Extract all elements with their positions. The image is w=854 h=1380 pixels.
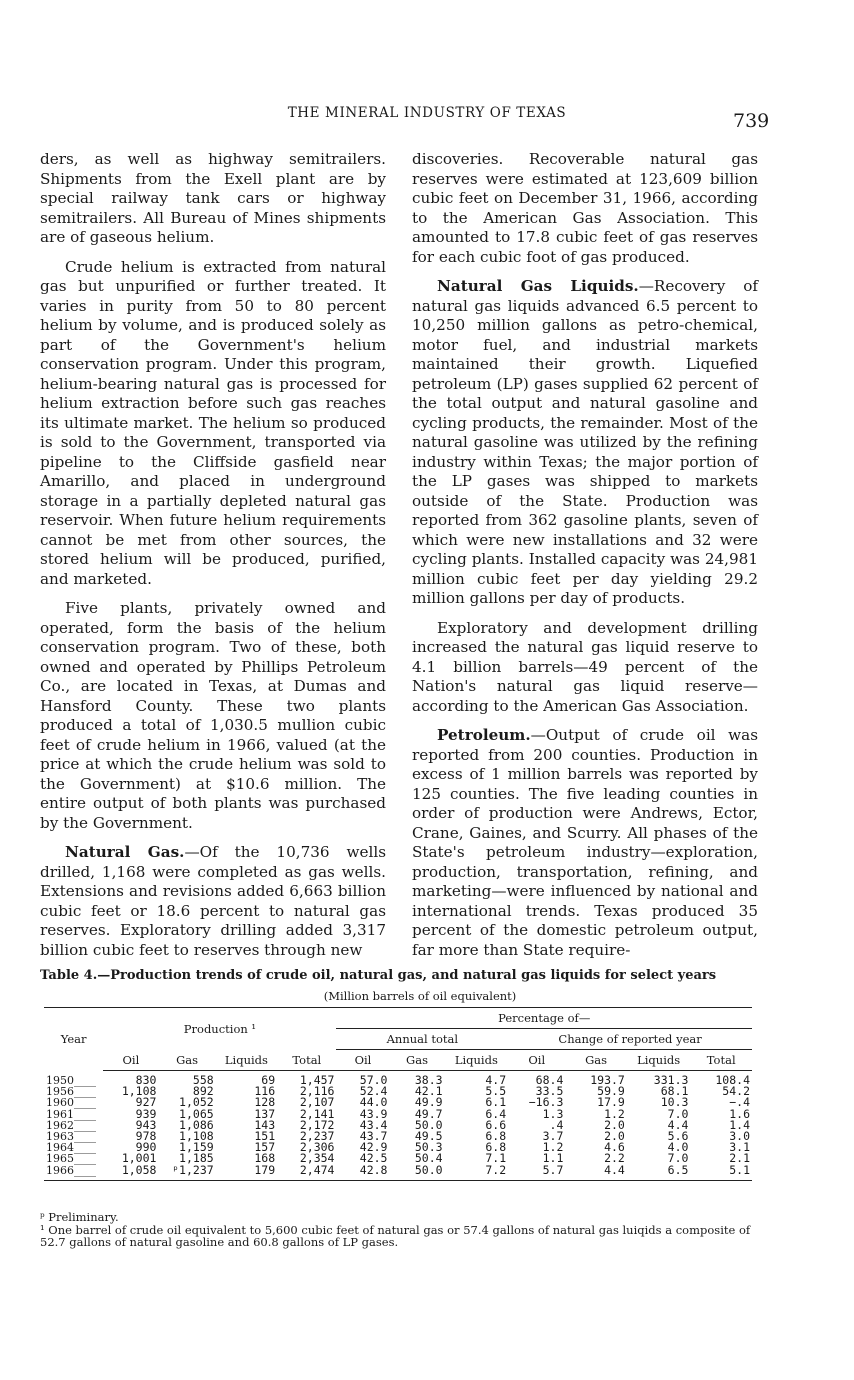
- table-cell: 108.4: [715, 1073, 750, 1087]
- table-cell: 2.0: [604, 1117, 625, 1132]
- table-cell: 6.8: [485, 1140, 507, 1155]
- table-cell: 5.6: [667, 1129, 689, 1144]
- table-cell: 892: [192, 1084, 214, 1099]
- paragraph: Crude helium is extracted from natural gas but unpurified or further treated. It varies in purity from 50 to 80 percent helium by volume, and is produced solely as part of the Government's helium conservation program. Under this program, helium-bearing natural gas is processed for helium extraction before such gas reaches its ultimate market. The helium so produced is sold to the Government, transported via pipeline to the Cliffside gasfield near Amarillo, and placed in underground storage in a partially depleted natural gas reservoir. When future helium requirements cannot be met from other sources, the stored helium will be produced, purified, and marketed.: [40, 257, 386, 588]
- table-cell: 5.5: [485, 1084, 507, 1099]
- running-title: THE MINERAL INDUSTRY OF TEXAS: [287, 105, 567, 121]
- table-cell: 49.7: [414, 1106, 443, 1121]
- table-cell: ᵖ1,237: [158, 1165, 215, 1181]
- paragraph: [412, 277, 758, 609]
- table-cell: 42.1: [414, 1084, 443, 1099]
- table-cell: 68.1: [660, 1084, 689, 1099]
- footnote-1: ¹ One barrel of crude oil equivalent to 5,600 cubic feet of natural gas or 57.4 gallons of natural gas luiqids a composite of 52.7 gallons of natural gasoline and 60.8 gallons of LP gases.: [40, 1222, 751, 1249]
- table-cell: 116: [254, 1084, 276, 1099]
- table-cell: 4.0: [667, 1140, 689, 1155]
- column-header: Gas: [565, 1050, 626, 1071]
- row-year: 1966____: [44, 1165, 103, 1181]
- table-cell: 1,457: [299, 1073, 335, 1087]
- table-cell: 1.4: [729, 1117, 750, 1132]
- table-cell: 57.0: [359, 1073, 388, 1087]
- table-cell: 1,052: [179, 1095, 214, 1110]
- table-cell: 43.4: [359, 1117, 388, 1132]
- right-column: [412, 150, 758, 960]
- table-cell: 2,237: [299, 1129, 335, 1144]
- table-cell: 128: [254, 1095, 276, 1110]
- table-cell: 2.1: [729, 1151, 750, 1166]
- paragraph-text: —Output of crude oil was reported from 200 counties. Production in excess of 1 million barrels was reported by 125 counties. The five leading counties in order of production were Andrews, Ector, Crane, Gaines, and Scurry. All phases of the State's petroleum industry—exploration, production, transportation, refining, and marketing—were influenced by national and international trends. Texas produced 35 percent of the domestic petroleum output, far more than State require-: [412, 726, 758, 959]
- table-cell: 50.3: [414, 1140, 443, 1155]
- table-row: [44, 1165, 752, 1181]
- table-subtitle: (Million barrels of oil equivalent): [323, 989, 517, 1003]
- table-cell: 43.9: [359, 1106, 388, 1121]
- paragraph: discoveries. Recoverable natural gas reserves were estimated at 123,609 billion cubic feet on December 31, 1966, according to the American Gas Association. This amounted to 17.8 cubic feet of gas reserves for each cubic foot of gas produced.: [412, 150, 758, 266]
- table-cell: 157: [254, 1140, 276, 1155]
- paragraph: Five plants, privately owned and operated, form the basis of the helium conservation program. Two of these, both owned and operated by Phillips Petroleum Co., are located in Texas, at Dumas and Hansford County. These two plants produced a total of 1,030.5 mullion cubic feet of crude helium in 1966, valued (at the price at which the crude helium was sold to the Government) at $10.6 million. The entire output of both plants was purchased by the Government.: [40, 599, 386, 832]
- table-cell: 2,306: [299, 1140, 335, 1155]
- table-cell: 1.6: [729, 1106, 750, 1121]
- table-cell: 3.1: [729, 1140, 750, 1155]
- table-cell: 2.2: [604, 1151, 625, 1166]
- table-cell: 943: [135, 1117, 157, 1132]
- table-cell: 7.0: [667, 1151, 689, 1166]
- row-year: 1961____: [46, 1107, 96, 1121]
- table-cell: 3.0: [729, 1129, 750, 1144]
- table-cell: 33.5: [535, 1084, 564, 1099]
- table-cell: 1,001: [121, 1151, 157, 1166]
- table-cell: 927: [135, 1095, 157, 1110]
- table-cell: 830: [135, 1073, 157, 1087]
- column-header: Liquids: [627, 1050, 691, 1071]
- column-header: Liquids: [445, 1050, 509, 1071]
- row-year: 1964____: [46, 1141, 96, 1155]
- table-cell: 10.3: [660, 1095, 689, 1110]
- left-column: [40, 150, 386, 960]
- table-cell: 1.3: [542, 1106, 564, 1121]
- table-cell: 2,116: [299, 1084, 335, 1099]
- paragraph: ders, as well as highway semitrailers. Shipments from the Exell plant are by special railway tank cars or highway semitrailers. All Bureau of Mines shipments are of gaseous helium.: [40, 150, 386, 246]
- row-year: 1960____: [46, 1096, 96, 1110]
- table-cell: 193.7: [590, 1073, 625, 1087]
- table-cell: −16.3: [528, 1095, 564, 1110]
- table-cell: 1,108: [121, 1084, 157, 1099]
- table-cell: 1,185: [179, 1151, 214, 1166]
- table-cell: −.4: [729, 1095, 750, 1110]
- table-cell: 6.8: [485, 1129, 507, 1144]
- table-cell: 990: [135, 1140, 157, 1155]
- column-header: Oil: [336, 1050, 389, 1071]
- table-cell: 2,474: [277, 1165, 336, 1181]
- table-cell: 1.2: [542, 1140, 564, 1155]
- column-header: Total: [277, 1050, 336, 1071]
- table-cell: 7.0: [667, 1106, 689, 1121]
- table-cell: 44.0: [359, 1095, 388, 1110]
- table-cell: 7.2: [445, 1165, 509, 1181]
- footnotes: [40, 1211, 760, 1249]
- table-cell: 38.3: [414, 1073, 443, 1087]
- row-year: 1962____: [46, 1118, 96, 1132]
- table-cell: 4.7: [485, 1073, 507, 1087]
- table-cell: 50.4: [414, 1151, 443, 1166]
- section-lead: Petroleum.: [437, 726, 531, 744]
- table-cell: 1,108: [179, 1129, 214, 1144]
- table-cell: 4.6: [604, 1140, 625, 1155]
- table-cell: 1,086: [179, 1117, 214, 1132]
- table-cell: 7.1: [485, 1151, 507, 1166]
- change-header: Change of reported year: [508, 1029, 752, 1050]
- table-cell: 54.2: [722, 1084, 750, 1099]
- table-cell: 17.9: [597, 1095, 625, 1110]
- row-year: 1965____: [46, 1152, 96, 1166]
- column-header: Total: [690, 1050, 752, 1071]
- paragraph-text: —Recovery of natural gas liquids advanced 6.5 percent to 10,250 million gallons as petro-chemical, motor fuel, and industrial markets maintained their growth. Liquefied petroleum (LP) gases supplied 62 percent of the total output and natural gasoline and cycling products, the remainder. Most of the natural gasoline was utilized by the refining industry within Texas; the major portion of the LP gases was shipped to markets outside of the State. Production was reported from 362 gasoline plants, seven of which were new installations and 32 were cycling plants. Installed capacity was 24,981 million cubic feet per day yielding 29.2 million gallons per day of products.: [412, 277, 759, 607]
- table-cell: 179: [216, 1165, 277, 1181]
- table-cell: 1,159: [179, 1140, 214, 1155]
- column-header: Liquids: [216, 1050, 277, 1071]
- paragraph: [412, 726, 758, 960]
- annual-total-header: Annual total: [336, 1029, 508, 1050]
- year-header: Year: [44, 1008, 103, 1071]
- table-cell: 42.5: [359, 1151, 388, 1166]
- table-cell: 1,065: [179, 1106, 214, 1121]
- table-cell: 2,141: [299, 1106, 335, 1121]
- section-lead: Natural Gas.: [65, 843, 185, 861]
- table-cell: 69: [261, 1073, 276, 1087]
- row-year: 1950____: [46, 1073, 96, 1087]
- page-number: 739: [733, 110, 770, 132]
- table-cell: 52.4: [359, 1084, 388, 1099]
- table-cell: 43.7: [359, 1129, 388, 1144]
- table-cell: 1.1: [542, 1151, 564, 1166]
- table-cell: 2,107: [299, 1095, 335, 1110]
- table-cell: 42.9: [359, 1140, 388, 1155]
- table-cell: 137: [254, 1106, 276, 1121]
- table-cell: 2,354: [299, 1151, 335, 1166]
- table-cell: 5.7: [508, 1165, 565, 1181]
- table-cell: 49.9: [414, 1095, 443, 1110]
- table-cell: 68.4: [535, 1073, 564, 1087]
- table-cell: 5.1: [690, 1165, 752, 1181]
- paragraph: [40, 843, 386, 960]
- table-cell: 1.2: [604, 1106, 625, 1121]
- production-trends-table: [44, 1007, 752, 1181]
- table-cell: 151: [254, 1129, 276, 1144]
- table-cell: 143: [254, 1117, 276, 1132]
- table-cell: 50.0: [414, 1117, 443, 1132]
- table-cell: 42.8: [336, 1165, 389, 1181]
- section-lead: Natural Gas Liquids.: [437, 277, 639, 295]
- table-cell: 6.5: [627, 1165, 691, 1181]
- footnote-preliminary: ᵖ Preliminary.: [40, 1210, 119, 1224]
- table-cell: 6.1: [485, 1095, 507, 1110]
- table-cell: 50.0: [389, 1165, 444, 1181]
- production-header: Production ¹: [103, 1008, 336, 1050]
- table-cell: 59.9: [597, 1084, 625, 1099]
- table-cell: 49.5: [414, 1129, 443, 1144]
- percentage-header: Percentage of—: [336, 1008, 752, 1029]
- table-cell: 331.3: [653, 1073, 689, 1087]
- column-header: Oil: [508, 1050, 565, 1071]
- table-cell: 558: [192, 1073, 214, 1087]
- table-cell: 2,172: [299, 1117, 335, 1132]
- table-cell: 168: [254, 1151, 276, 1166]
- table-cell: .4: [549, 1117, 564, 1132]
- table-cell: 4.4: [565, 1165, 626, 1181]
- row-year: 1956____: [46, 1085, 96, 1099]
- table-cell: 2.0: [604, 1129, 625, 1144]
- row-year: 1963____: [46, 1130, 96, 1144]
- table-cell: 978: [135, 1129, 157, 1144]
- table-cell: 3.7: [542, 1129, 564, 1144]
- table-title: Table 4.—Production trends of crude oil, natural gas, and natural gas liquids for select years: [40, 968, 717, 983]
- paragraph: Exploratory and development drilling increased the natural gas liquid reserve to 4.1 billion barrels—49 percent of the Nation's natural gas liquid reserve—according to the American Gas Association.: [412, 618, 758, 715]
- column-header: Gas: [158, 1050, 215, 1071]
- table-cell: 6.6: [485, 1117, 507, 1132]
- table-cell: 939: [135, 1106, 157, 1121]
- table-cell: 1,058: [103, 1165, 158, 1181]
- table-cell: 4.4: [667, 1117, 689, 1132]
- table-cell: 6.4: [485, 1106, 507, 1121]
- paragraph-text: —Of the 10,736 wells drilled, 1,168 were completed as gas wells. Extensions and revisions added 6,663 billion cubic feet or 18.6 percent to natural gas reserves. Exploratory drilling added 3,317 billion cubic feet to reserves through new: [40, 843, 386, 959]
- column-header: Gas: [389, 1050, 444, 1071]
- column-header: Oil: [103, 1050, 158, 1071]
